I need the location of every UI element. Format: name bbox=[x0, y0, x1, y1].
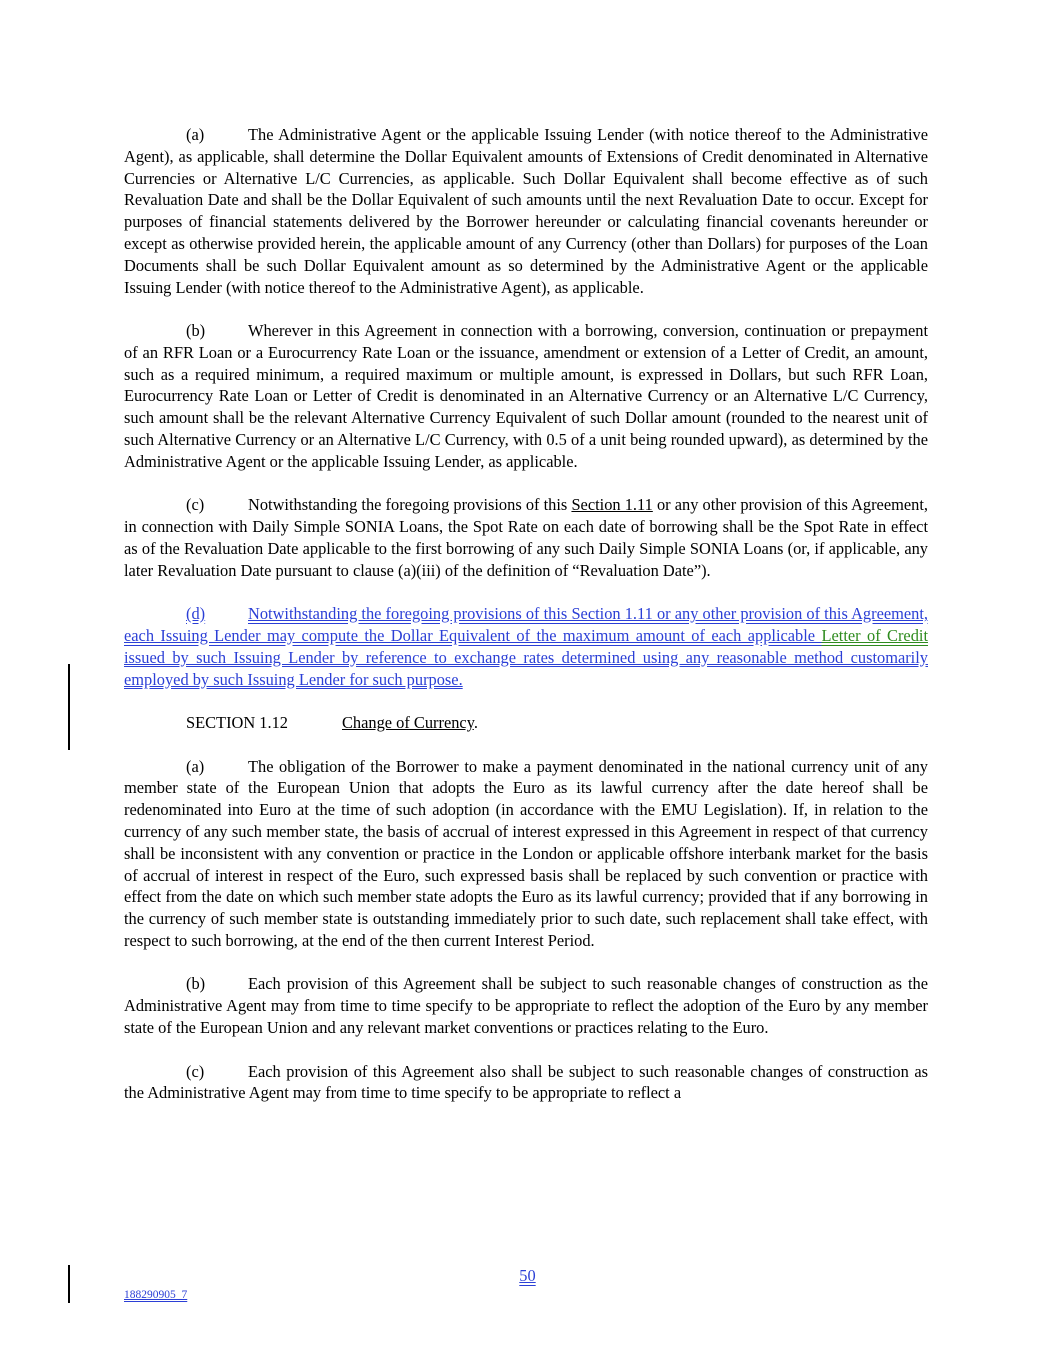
paragraph-d-text-after: issued by such Issuing Lender by reference to exchange rates determined using any reasonable method customarily employed by such Issuing Lender for such purpose. bbox=[124, 647, 928, 689]
section-paragraph-b bbox=[124, 973, 928, 1038]
paragraph-a-text: The Administrative Agent or the applicable Issuing Lender (with notice thereof to the Administrative Agent), as applicable, shall determine the Dollar Equivalent amounts of Extensions of Credit denominated in Alternative Currencies or Alternative L/C Currencies, as applicable. Such Dollar Equivalent shall become effective as of such Revaluation Date and shall be the Dollar Equivalent of such amounts until the next Revaluation Date to occur. Except for purposes of financial statements delivered by the Borrower hereunder or calculating financial covenants hereunder or except as otherwise provided herein, the applicable amount of any Currency (other than Dollars) for purposes of the Loan Documents shall be such Dollar Equivalent amount as so determined by the Administrative Agent or the applicable Issuing Lender (with notice thereof to the Administrative Agent), as applicable. bbox=[124, 125, 928, 297]
section-paragraph-c-text: Each provision of this Agreement also shall be subject to such reasonable changes of construction as the Administrative Agent may from time to time specify to be appropriate to reflect a bbox=[124, 1061, 928, 1103]
section-1-11-link[interactable]: Section 1.11 bbox=[571, 495, 653, 515]
section-paragraph-a bbox=[124, 756, 928, 952]
section-paragraph-b-label: (b) bbox=[186, 974, 206, 994]
document-id: 188290905_7 bbox=[124, 1289, 188, 1301]
paragraph-d-text-before: Notwithstanding the foregoing provisions of this Section 1.11 or any other provision of this Agreement, each Issuing Lender may compute the Dollar Equivalent of the maximum amount of each applicable bbox=[124, 604, 928, 645]
paragraph-a-label: (a) bbox=[186, 125, 205, 144]
paragraph-c-text-before: Notwithstanding the foregoing provisions of this bbox=[248, 495, 572, 515]
section-number: SECTION 1.12 bbox=[186, 713, 288, 733]
paragraph-b-text: Wherever in this Agreement in connection with a borrowing, conversion, continuation or prepayment of an RFR Loan or a Eurocurrency Rate Loan or the issuance, amendment or extension of a Letter of Credit, an amount, such as a required minimum, a required maximum or multiple amount, is expressed in Dollars, but such RFR Loan, Eurocurrency Rate Loan or Letter of Credit is denominated in an Alternative Currency or an Alternative L/C Currency, such amount shall be the relevant Alternative Currency Equivalent of such Dollar amount (rounded to the nearest unit of such Alternative Currency or an Alternative L/C Currency, with 0.5 of a unit being rounded upward), as determined by the Administrative Agent or the applicable Issuing Lender, as applicable. bbox=[124, 321, 928, 471]
section-paragraph-b-text: Each provision of this Agreement shall be subject to such reasonable changes of construction as the Administrative Agent may from time to time specify to be appropriate to reflect the adoption of the Euro by any member state of the European Union and any relevant market conventions or practices relating to the Euro. bbox=[124, 974, 928, 1038]
section-heading bbox=[124, 712, 928, 734]
change-bar-paragraph-d bbox=[68, 664, 70, 750]
paragraph-c-label: (c) bbox=[186, 495, 205, 515]
section-paragraph-a-label: (a) bbox=[186, 756, 205, 776]
paragraph-d-inserted bbox=[124, 603, 928, 690]
section-title: Change of Currency bbox=[342, 713, 474, 733]
paragraph-d-label: (d) bbox=[186, 604, 206, 624]
paragraph-c bbox=[124, 494, 928, 581]
section-paragraph-c bbox=[124, 1061, 928, 1105]
paragraph-c-text-after: or any other provision of this Agreement, in connection with Daily Simple SONIA Loans, the Spot Rate on each date of borrowing shall be the Spot Rate in effect as of the Revaluation Date applicable to the first borrowing of any such Daily Simple SONIA Loans (or, if applicable, any later Revaluation Date pursuant to clause (a)(iii) of the definition of “Revaluation Date”). bbox=[124, 495, 928, 580]
page-number: 50 bbox=[519, 1266, 536, 1285]
section-paragraph-c-label: (c) bbox=[186, 1061, 205, 1081]
letter-of-credit-term: Letter of Credit bbox=[821, 626, 929, 645]
paragraph-b-label: (b) bbox=[186, 321, 206, 341]
document-page bbox=[124, 124, 928, 1126]
section-paragraph-a-text: The obligation of the Borrower to make a payment denominated in the national currency unit of any member state of the European Union that adopts the Euro as its lawful currency after the date hereof shall be redenominated into Euro at the time of such adoption (in accordance with the EMU Legislation). If, in relation to the currency of any such member state, the basis of accrual of interest expressed in this Agreement in respect of that currency shall be inconsistent with any convention or practice in the London or applicable offshore interbank market for the basis of accrual of interest in respect of the Euro, such expressed basis shall be replaced by such convention or practice with effect from the date on which such member state adopts the Euro as its lawful currency; provided that if any borrowing in the currency of such member state is outstanding immediately prior to such date, such replacement shall take effect, with respect to such borrowing, at the end of the then current Interest Period. bbox=[124, 756, 928, 950]
paragraph-a bbox=[124, 124, 928, 298]
section-title-suffix: . bbox=[473, 713, 478, 733]
paragraph-b bbox=[124, 320, 928, 473]
